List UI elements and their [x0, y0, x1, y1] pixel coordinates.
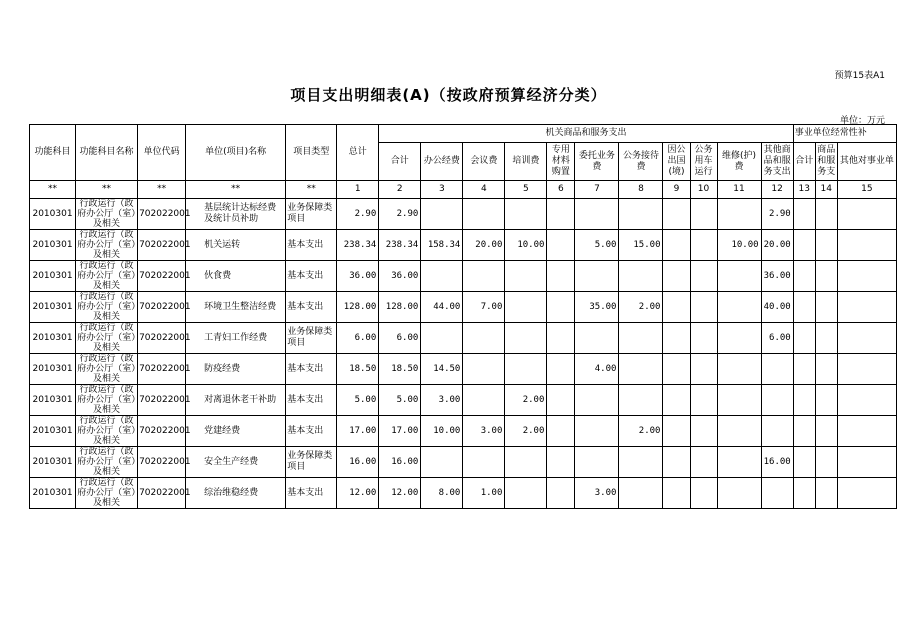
cell-func-name: [76, 354, 138, 385]
index-star-cell: **: [138, 181, 186, 199]
subheader-cell: 其他对事业单: [837, 143, 896, 181]
cell-total: 6.00: [337, 323, 379, 354]
cell-amount: [663, 230, 690, 261]
cell-amount: [547, 199, 575, 230]
cell-amount: [663, 385, 690, 416]
cell-amount: 6.00: [761, 323, 793, 354]
header-enterprise-group: 事业单位经常性补: [793, 125, 896, 143]
table-row: [30, 292, 897, 323]
cell-amount: [505, 199, 547, 230]
cell-func-code: 2010301: [30, 323, 76, 354]
cell-amount: [717, 416, 761, 447]
cell-project-type: 基本支出: [286, 354, 337, 385]
cell-amount: [815, 292, 837, 323]
cell-func-name: [76, 385, 138, 416]
cell-func-name: [76, 199, 138, 230]
cell-amount: 40.00: [761, 292, 793, 323]
cell-amount: [690, 261, 717, 292]
cell-total: 18.50: [337, 354, 379, 385]
cell-func-name-text: 行政运行（政府办公厅（室）及相关: [77, 354, 136, 384]
cell-amount: [547, 354, 575, 385]
cell-project-name: 伙食费: [186, 261, 286, 292]
cell-amount: [663, 261, 690, 292]
cell-amount: 35.00: [575, 292, 619, 323]
cell-amount: [547, 292, 575, 323]
subheader-cell: 因公出国(境): [663, 143, 690, 181]
cell-func-name-text: 行政运行（政府办公厅（室）及相关: [77, 478, 136, 508]
cell-func-name: [76, 447, 138, 478]
cell-unit-code: 702022001: [138, 292, 186, 323]
cell-amount: 238.34: [379, 230, 421, 261]
cell-amount: 2.00: [505, 416, 547, 447]
cell-amount: 6.00: [379, 323, 421, 354]
cell-amount: [463, 323, 505, 354]
index-row: [30, 181, 897, 199]
cell-amount: 3.00: [463, 416, 505, 447]
cell-amount: [717, 292, 761, 323]
cell-project-type: 基本支出: [286, 261, 337, 292]
cell-func-name: [76, 261, 138, 292]
cell-amount: [505, 292, 547, 323]
cell-amount: [793, 385, 815, 416]
cell-amount: [815, 478, 837, 509]
cell-amount: [663, 447, 690, 478]
cell-amount: [761, 354, 793, 385]
index-number-cell: 10: [690, 181, 717, 199]
cell-amount: 18.50: [379, 354, 421, 385]
cell-amount: 20.00: [761, 230, 793, 261]
cell-amount: 10.00: [717, 230, 761, 261]
cell-amount: [793, 416, 815, 447]
cell-unit-code: 702022001: [138, 230, 186, 261]
cell-amount: [837, 292, 896, 323]
cell-amount: [421, 447, 463, 478]
index-number-cell: 9: [663, 181, 690, 199]
cell-amount: 8.00: [421, 478, 463, 509]
cell-amount: 2.90: [379, 199, 421, 230]
cell-amount: 3.00: [575, 478, 619, 509]
header-unit-code: 单位代码: [138, 125, 186, 181]
index-number-cell: 13: [793, 181, 815, 199]
cell-amount: [815, 385, 837, 416]
cell-amount: [547, 416, 575, 447]
cell-func-name: [76, 323, 138, 354]
page-title: 项目支出明细表(A)（按政府预算经济分类）: [290, 86, 607, 104]
header-func-code: 功能科目: [30, 125, 76, 181]
cell-project-type: 业务保障类项目: [286, 323, 337, 354]
cell-amount: [690, 230, 717, 261]
cell-amount: [793, 478, 815, 509]
subheader-cell: 会议费: [463, 143, 505, 181]
index-star-cell: **: [186, 181, 286, 199]
subheader-cell: 公务用车运行: [690, 143, 717, 181]
cell-amount: [717, 199, 761, 230]
cell-amount: [547, 230, 575, 261]
cell-amount: [690, 447, 717, 478]
cell-amount: [837, 447, 896, 478]
table-container: [29, 124, 894, 508]
cell-amount: [463, 385, 505, 416]
cell-func-code: 2010301: [30, 199, 76, 230]
cell-amount: [619, 385, 663, 416]
index-number-cell: 11: [717, 181, 761, 199]
cell-amount: [547, 261, 575, 292]
subheader-cell: 办公经费: [421, 143, 463, 181]
cell-func-name-text: 行政运行（政府办公厅（室）及相关: [77, 199, 136, 229]
cell-amount: [815, 416, 837, 447]
cell-amount: 128.00: [379, 292, 421, 323]
subheader-cell: 其他商品和服务支出: [761, 143, 793, 181]
cell-amount: [463, 447, 505, 478]
table-row: [30, 230, 897, 261]
cell-amount: [505, 478, 547, 509]
cell-func-name-text: 行政运行（政府办公厅（室）及相关: [77, 447, 136, 477]
cell-amount: [717, 478, 761, 509]
cell-func-name-text: 行政运行（政府办公厅（室）及相关: [77, 323, 136, 353]
cell-amount: [575, 416, 619, 447]
index-number-cell: 12: [761, 181, 793, 199]
cell-project-name: 工青妇工作经费: [186, 323, 286, 354]
cell-project-name: 防疫经费: [186, 354, 286, 385]
cell-amount: [761, 478, 793, 509]
cell-total: 238.34: [337, 230, 379, 261]
cell-unit-code: 702022001: [138, 354, 186, 385]
table-body: [30, 199, 897, 509]
cell-project-type: 基本支出: [286, 385, 337, 416]
index-number-cell: 8: [619, 181, 663, 199]
cell-project-name: 对离退休老干补助: [186, 385, 286, 416]
table-row: [30, 199, 897, 230]
cell-func-code: 2010301: [30, 447, 76, 478]
table-row: [30, 478, 897, 509]
index-number-cell: 1: [337, 181, 379, 199]
cell-amount: 2.90: [761, 199, 793, 230]
cell-total: 2.90: [337, 199, 379, 230]
cell-amount: [793, 447, 815, 478]
cell-amount: [575, 323, 619, 354]
cell-amount: [575, 385, 619, 416]
cell-project-type: 业务保障类项目: [286, 199, 337, 230]
cell-amount: 16.00: [761, 447, 793, 478]
cell-project-name: 基层统计达标经费及统计员补助: [186, 199, 286, 230]
budget-table: [29, 124, 897, 509]
cell-project-name: 机关运转: [186, 230, 286, 261]
cell-amount: [837, 478, 896, 509]
cell-amount: 12.00: [379, 478, 421, 509]
table-row: [30, 447, 897, 478]
cell-amount: [793, 230, 815, 261]
cell-project-name: 综治维稳经费: [186, 478, 286, 509]
cell-project-type: 基本支出: [286, 478, 337, 509]
cell-amount: [793, 261, 815, 292]
cell-amount: [619, 447, 663, 478]
cell-project-name: 安全生产经费: [186, 447, 286, 478]
cell-amount: [421, 323, 463, 354]
cell-amount: [663, 199, 690, 230]
cell-amount: 2.00: [619, 292, 663, 323]
cell-amount: [619, 478, 663, 509]
cell-amount: [421, 199, 463, 230]
cell-amount: [837, 323, 896, 354]
cell-amount: 5.00: [379, 385, 421, 416]
index-number-cell: 15: [837, 181, 896, 199]
cell-amount: 2.00: [619, 416, 663, 447]
cell-amount: [815, 323, 837, 354]
table-row: [30, 261, 897, 292]
index-number-cell: 2: [379, 181, 421, 199]
cell-amount: [717, 261, 761, 292]
cell-amount: 4.00: [575, 354, 619, 385]
cell-func-name-text: 行政运行（政府办公厅（室）及相关: [77, 416, 136, 446]
cell-amount: [505, 447, 547, 478]
cell-amount: 14.50: [421, 354, 463, 385]
cell-unit-code: 702022001: [138, 323, 186, 354]
header-goods-services-group: 机关商品和服务支出: [379, 125, 793, 143]
cell-project-type: 业务保障类项目: [286, 447, 337, 478]
cell-amount: 10.00: [505, 230, 547, 261]
cell-project-type: 基本支出: [286, 416, 337, 447]
cell-unit-code: 702022001: [138, 416, 186, 447]
cell-amount: [815, 199, 837, 230]
cell-amount: [463, 261, 505, 292]
unit-label: 单位：万元: [839, 116, 885, 126]
index-star-cell: **: [76, 181, 138, 199]
cell-amount: [837, 261, 896, 292]
subheader-cell: 委托业务费: [575, 143, 619, 181]
cell-project-type: 基本支出: [286, 230, 337, 261]
cell-amount: [793, 292, 815, 323]
cell-amount: [575, 447, 619, 478]
table-row: [30, 385, 897, 416]
subheader-cell: 合计: [379, 143, 421, 181]
cell-amount: 5.00: [575, 230, 619, 261]
index-star-cell: **: [30, 181, 76, 199]
cell-amount: [663, 323, 690, 354]
cell-amount: [690, 385, 717, 416]
cell-amount: 1.00: [463, 478, 505, 509]
cell-amount: [575, 199, 619, 230]
cell-func-name-text: 行政运行（政府办公厅（室）及相关: [77, 292, 136, 322]
index-number-cell: 7: [575, 181, 619, 199]
cell-func-name: [76, 416, 138, 447]
subheader-cell: 维修(护)费: [717, 143, 761, 181]
index-number-cell: 14: [815, 181, 837, 199]
cell-project-name: 党建经费: [186, 416, 286, 447]
cell-amount: [619, 199, 663, 230]
cell-amount: [463, 354, 505, 385]
cell-amount: [575, 261, 619, 292]
cell-amount: [547, 447, 575, 478]
table-number-label: 预算15表A1: [834, 71, 885, 81]
cell-func-code: 2010301: [30, 478, 76, 509]
cell-project-type: 基本支出: [286, 292, 337, 323]
cell-amount: [717, 323, 761, 354]
cell-amount: [547, 385, 575, 416]
cell-amount: 158.34: [421, 230, 463, 261]
cell-unit-code: 702022001: [138, 447, 186, 478]
cell-amount: [421, 261, 463, 292]
cell-amount: [505, 261, 547, 292]
cell-amount: [717, 385, 761, 416]
header-project-type: 项目类型: [286, 125, 337, 181]
header-project-name: 单位(项目)名称: [186, 125, 286, 181]
cell-amount: 7.00: [463, 292, 505, 323]
cell-amount: [837, 416, 896, 447]
cell-amount: 2.00: [505, 385, 547, 416]
cell-amount: [815, 354, 837, 385]
index-star-cell: **: [286, 181, 337, 199]
cell-amount: [505, 323, 547, 354]
cell-unit-code: 702022001: [138, 199, 186, 230]
cell-amount: [690, 199, 717, 230]
cell-amount: [717, 354, 761, 385]
cell-amount: 3.00: [421, 385, 463, 416]
cell-unit-code: 702022001: [138, 385, 186, 416]
cell-amount: [663, 478, 690, 509]
cell-amount: [793, 354, 815, 385]
cell-amount: [815, 447, 837, 478]
cell-amount: [815, 230, 837, 261]
cell-func-code: 2010301: [30, 416, 76, 447]
cell-amount: 44.00: [421, 292, 463, 323]
cell-project-name: 环境卫生整洁经费: [186, 292, 286, 323]
subheader-cell: 商品和服务支: [815, 143, 837, 181]
cell-func-name: [76, 478, 138, 509]
cell-amount: [619, 354, 663, 385]
cell-total: 128.00: [337, 292, 379, 323]
cell-amount: [619, 323, 663, 354]
index-number-cell: 5: [505, 181, 547, 199]
cell-total: 12.00: [337, 478, 379, 509]
cell-total: 16.00: [337, 447, 379, 478]
cell-amount: 20.00: [463, 230, 505, 261]
cell-unit-code: 702022001: [138, 261, 186, 292]
subheader-cell: 合计: [793, 143, 815, 181]
cell-amount: 36.00: [761, 261, 793, 292]
cell-amount: [505, 354, 547, 385]
cell-unit-code: 702022001: [138, 478, 186, 509]
cell-amount: [793, 323, 815, 354]
cell-amount: [663, 416, 690, 447]
cell-func-name: [76, 292, 138, 323]
table-row: [30, 416, 897, 447]
cell-func-name-text: 行政运行（政府办公厅（室）及相关: [77, 261, 136, 291]
cell-amount: [761, 416, 793, 447]
cell-amount: [619, 261, 663, 292]
cell-func-code: 2010301: [30, 230, 76, 261]
header-func-name: 功能科目名称: [76, 125, 138, 181]
cell-amount: [663, 292, 690, 323]
cell-amount: [663, 354, 690, 385]
cell-func-code: 2010301: [30, 385, 76, 416]
cell-amount: [690, 478, 717, 509]
cell-total: 5.00: [337, 385, 379, 416]
cell-func-code: 2010301: [30, 354, 76, 385]
cell-func-code: 2010301: [30, 261, 76, 292]
cell-total: 17.00: [337, 416, 379, 447]
cell-func-name-text: 行政运行（政府办公厅（室）及相关: [77, 230, 136, 260]
cell-amount: [793, 199, 815, 230]
index-number-cell: 4: [463, 181, 505, 199]
cell-amount: [547, 478, 575, 509]
cell-func-name-text: 行政运行（政府办公厅（室）及相关: [77, 385, 136, 415]
cell-amount: [717, 447, 761, 478]
cell-amount: [837, 354, 896, 385]
cell-amount: 16.00: [379, 447, 421, 478]
index-number-cell: 6: [547, 181, 575, 199]
cell-amount: [463, 199, 505, 230]
cell-amount: [547, 323, 575, 354]
cell-amount: [815, 261, 837, 292]
cell-amount: [690, 416, 717, 447]
header-total: 总计: [337, 125, 379, 181]
cell-amount: [761, 385, 793, 416]
cell-func-code: 2010301: [30, 292, 76, 323]
cell-amount: [690, 323, 717, 354]
cell-amount: 17.00: [379, 416, 421, 447]
cell-total: 36.00: [337, 261, 379, 292]
index-number-cell: 3: [421, 181, 463, 199]
table-row: [30, 354, 897, 385]
subheader-cell: 培训费: [505, 143, 547, 181]
cell-amount: 15.00: [619, 230, 663, 261]
subheader-cell: 专用材料购置: [547, 143, 575, 181]
table-row: [30, 323, 897, 354]
cell-amount: [837, 199, 896, 230]
cell-amount: [690, 292, 717, 323]
cell-amount: 36.00: [379, 261, 421, 292]
cell-amount: [690, 354, 717, 385]
cell-amount: [837, 230, 896, 261]
cell-amount: 10.00: [421, 416, 463, 447]
cell-func-name: [76, 230, 138, 261]
cell-amount: [837, 385, 896, 416]
subheader-cell: 公务接待费: [619, 143, 663, 181]
